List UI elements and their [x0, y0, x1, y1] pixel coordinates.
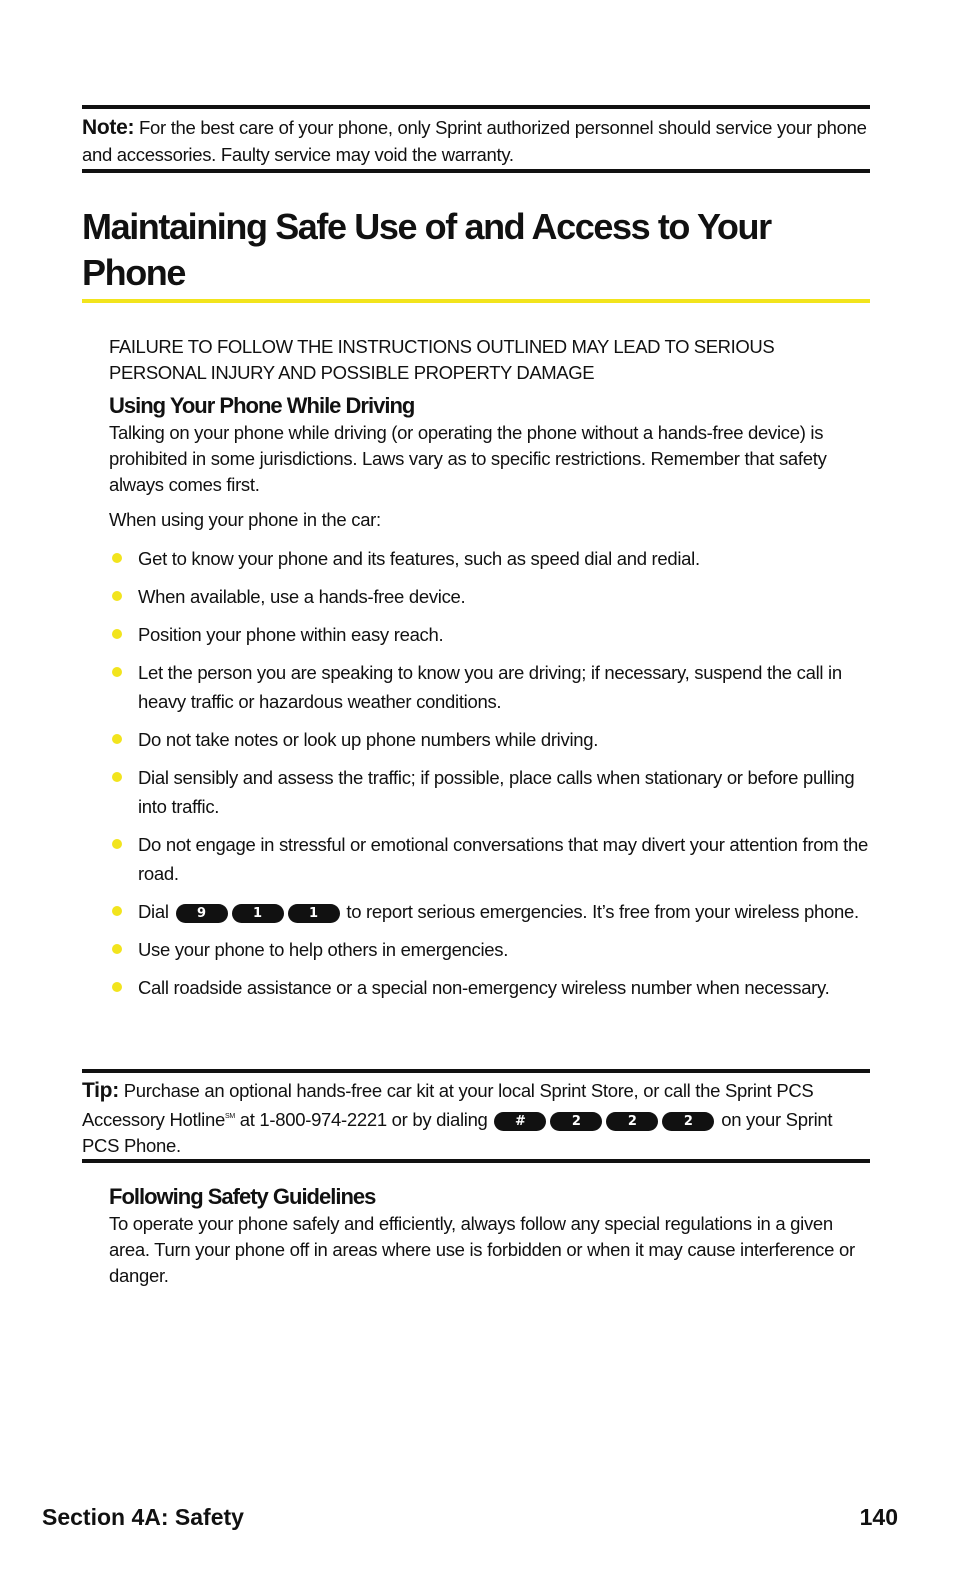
key-2: 2: [550, 1112, 602, 1131]
bullet-dot-icon: [112, 906, 122, 916]
footer-page-number: 140: [859, 1504, 898, 1530]
bullet-dot-icon: [112, 553, 122, 563]
guidelines-text: To operate your phone safely and efficiently, always follow any special regulations in a given area. Turn your phone off in areas where use is forbidden or when it may cause interference or danger.: [109, 1213, 855, 1286]
tip-top-rule: [82, 1069, 870, 1073]
key-2: 2: [662, 1112, 714, 1131]
key-2: 2: [606, 1112, 658, 1131]
bullet-dot-icon: [112, 629, 122, 639]
driving-heading: Using Your Phone While Driving: [109, 393, 415, 418]
bullet-dot-icon: [112, 944, 122, 954]
note-top-rule: [82, 105, 870, 109]
driving-intro: Talking on your phone while driving (or operating the phone without a hands-free device) is prohibited in some jurisdictions. Laws vary as to specific restrictions. Remember that safety always comes first.: [109, 422, 827, 495]
list-item: Do not take notes or look up phone numbers while driving.: [109, 725, 869, 754]
key-1: 1: [232, 904, 284, 923]
bullet-dot-icon: [112, 982, 122, 992]
tip-box: Tip: Purchase an optional hands-free car kit at your local Sprint Store, or call the Sprint PCS Accessory Hotline℠ at 1-800-974-2221 or by dialing # 2 2 2 on your Sprint PCS Phone.: [82, 1079, 833, 1156]
list-item: Do not engage in stressful or emotional conversations that may divert your attention from the road.: [109, 830, 869, 888]
bullet-dot-icon: [112, 839, 122, 849]
guidelines-heading: Following Safety Guidelines: [109, 1184, 376, 1209]
list-item-dial: Dial 9 1 1 to report serious emergencies. It’s free from your wireless phone.: [109, 897, 869, 926]
note-box: [82, 114, 870, 168]
title-underline: [82, 299, 870, 303]
list-item: Call roadside assistance or a special non-emergency wireless number when necessary.: [109, 973, 869, 1002]
bullet-dot-icon: [112, 734, 122, 744]
driving-lead: When using your phone in the car:: [109, 509, 381, 530]
key-hash: #: [494, 1112, 546, 1131]
list-item: Get to know your phone and its features, such as speed dial and redial.: [109, 544, 869, 573]
bullet-dot-icon: [112, 772, 122, 782]
tip-label: Tip:: [82, 1079, 119, 1102]
bullet-dot-icon: [112, 591, 122, 601]
key-1: 1: [288, 904, 340, 923]
list-item: Let the person you are speaking to know you are driving; if necessary, suspend the call in heavy traffic or hazardous weather conditions.: [109, 658, 869, 716]
note-bottom-rule: [82, 169, 870, 173]
list-item: Use your phone to help others in emergencies.: [109, 935, 869, 964]
list-item: Position your phone within easy reach.: [109, 620, 869, 649]
bullet-dot-icon: [112, 667, 122, 677]
note-label: Note:: [82, 116, 135, 139]
list-item: When available, use a hands-free device.: [109, 582, 869, 611]
key-9: 9: [176, 904, 228, 923]
warning-text: FAILURE TO FOLLOW THE INSTRUCTIONS OUTLINED MAY LEAD TO SERIOUS PERSONAL INJURY AND POSSIBLE PROPERTY DAMAGE: [109, 336, 775, 383]
tip-bottom-rule: [82, 1159, 870, 1163]
list-item: Dial sensibly and assess the traffic; if possible, place calls when stationary or before pulling into traffic.: [109, 763, 869, 821]
note-text: For the best care of your phone, only Sprint authorized personnel should service your phone and accessories. Faulty service may void the warranty.: [82, 117, 867, 165]
page-title: Maintaining Safe Use of and Access to Your Phone: [82, 206, 771, 293]
driving-bullet-list: [109, 544, 869, 1011]
service-mark: SM: [224, 1113, 235, 1120]
footer-section: Section 4A: Safety: [42, 1504, 244, 1530]
